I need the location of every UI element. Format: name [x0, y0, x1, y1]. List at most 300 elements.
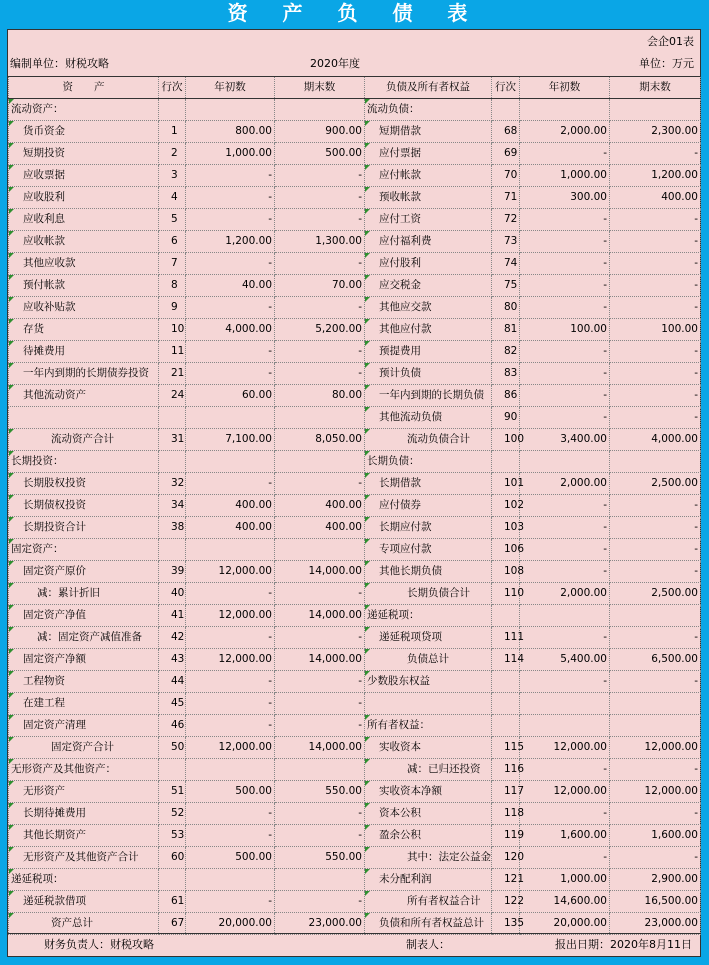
- asset-end: -: [275, 341, 365, 363]
- asset-line-no: 67: [159, 913, 186, 935]
- liability-end: -: [610, 671, 701, 693]
- liability-begin: 100.00: [520, 319, 610, 341]
- asset-begin: 40.00: [186, 275, 275, 297]
- asset-name: 固定资产净额: [9, 649, 159, 671]
- liability-line-no: 116: [492, 759, 520, 781]
- asset-name: 固定资产原价: [9, 561, 159, 583]
- liability-name: 长期负债合计: [365, 583, 492, 605]
- liability-begin: -: [520, 341, 610, 363]
- asset-line-no: 7: [159, 253, 186, 275]
- liability-end: 1,200.00: [610, 165, 701, 187]
- asset-begin: 500.00: [186, 847, 275, 869]
- liability-line-no: [492, 605, 520, 627]
- asset-line-no: 24: [159, 385, 186, 407]
- liability-name: 预提费用: [365, 341, 492, 363]
- liability-begin: [520, 451, 610, 473]
- asset-name: 长期待摊费用: [9, 803, 159, 825]
- liability-line-no: 81: [492, 319, 520, 341]
- liability-end: -: [610, 341, 701, 363]
- liability-begin: -: [520, 803, 610, 825]
- table-row: [9, 231, 701, 253]
- liability-line-no: 83: [492, 363, 520, 385]
- asset-end: -: [275, 671, 365, 693]
- asset-line-no: 52: [159, 803, 186, 825]
- header-begin-2: 年初数: [520, 77, 610, 99]
- asset-begin: -: [186, 671, 275, 693]
- liability-begin: [520, 693, 610, 715]
- liability-end: -: [610, 363, 701, 385]
- liability-end: -: [610, 407, 701, 429]
- asset-begin: -: [186, 627, 275, 649]
- table-row: [9, 847, 701, 869]
- asset-begin: 500.00: [186, 781, 275, 803]
- asset-line-no: [159, 869, 186, 891]
- asset-begin: -: [186, 363, 275, 385]
- asset-name: 递延税项：: [9, 869, 159, 891]
- asset-begin: 12,000.00: [186, 649, 275, 671]
- liability-name: 负债总计: [365, 649, 492, 671]
- table-row: [9, 253, 701, 275]
- liability-name: 应付股利: [365, 253, 492, 275]
- liability-begin: -: [520, 495, 610, 517]
- asset-line-no: 11: [159, 341, 186, 363]
- header-end-2: 期末数: [610, 77, 701, 99]
- asset-name: 应收股利: [9, 187, 159, 209]
- asset-begin: 12,000.00: [186, 561, 275, 583]
- liability-end: 12,000.00: [610, 781, 701, 803]
- asset-begin: 60.00: [186, 385, 275, 407]
- asset-begin: 4,000.00: [186, 319, 275, 341]
- asset-end: 8,050.00: [275, 429, 365, 451]
- asset-end: 550.00: [275, 781, 365, 803]
- asset-begin: 1,200.00: [186, 231, 275, 253]
- table-row: [9, 539, 701, 561]
- asset-begin: -: [186, 715, 275, 737]
- liability-line-no: 75: [492, 275, 520, 297]
- asset-line-no: 53: [159, 825, 186, 847]
- table-row: [9, 187, 701, 209]
- asset-line-no: 44: [159, 671, 186, 693]
- liability-begin: -: [520, 385, 610, 407]
- liability-line-no: 71: [492, 187, 520, 209]
- asset-name: 其他流动资产: [9, 385, 159, 407]
- table-row: [9, 759, 701, 781]
- asset-name: 待摊费用: [9, 341, 159, 363]
- liability-begin: -: [520, 275, 610, 297]
- liability-end: -: [610, 209, 701, 231]
- liability-end: 12,000.00: [610, 737, 701, 759]
- liability-end: 2,500.00: [610, 473, 701, 495]
- asset-name: 工程物资: [9, 671, 159, 693]
- liability-begin: 2,000.00: [520, 583, 610, 605]
- table-row: [9, 825, 701, 847]
- asset-name: 其他长期资产: [9, 825, 159, 847]
- liability-end: 16,500.00: [610, 891, 701, 913]
- asset-name: 无形资产: [9, 781, 159, 803]
- table-row: [9, 891, 701, 913]
- liability-line-no: 70: [492, 165, 520, 187]
- table-row: [9, 495, 701, 517]
- liability-begin: 14,600.00: [520, 891, 610, 913]
- liability-end: [610, 693, 701, 715]
- asset-end: -: [275, 187, 365, 209]
- header-begin: 年初数: [186, 77, 275, 99]
- asset-end: -: [275, 803, 365, 825]
- asset-end: 1,300.00: [275, 231, 365, 253]
- asset-end: [275, 869, 365, 891]
- liability-line-no: 111: [492, 627, 520, 649]
- liability-begin: 2,000.00: [520, 473, 610, 495]
- header-assets: 资 产: [9, 77, 159, 99]
- asset-line-no: [159, 407, 186, 429]
- balance-sheet: [7, 29, 701, 957]
- liability-name: 一年内到期的长期负债: [365, 385, 492, 407]
- liability-end: -: [610, 231, 701, 253]
- asset-end: -: [275, 825, 365, 847]
- preparer: 制表人：: [406, 938, 450, 951]
- asset-name: 减：累计折旧: [9, 583, 159, 605]
- asset-begin: [186, 869, 275, 891]
- liability-end: [610, 451, 701, 473]
- liability-name: 递延税项贷项: [365, 627, 492, 649]
- header-end: 期末数: [275, 77, 365, 99]
- org-label: 编制单位：财税攻略: [10, 57, 109, 70]
- liability-line-no: 68: [492, 121, 520, 143]
- liability-name: 盈余公积: [365, 825, 492, 847]
- liability-line-no: 82: [492, 341, 520, 363]
- asset-end: 14,000.00: [275, 737, 365, 759]
- liability-line-no: [492, 693, 520, 715]
- liability-name: 负债和所有者权益总计: [365, 913, 492, 935]
- asset-name: 固定资产：: [9, 539, 159, 561]
- table-row: [9, 473, 701, 495]
- liability-line-no: 72: [492, 209, 520, 231]
- asset-begin: 400.00: [186, 517, 275, 539]
- liability-name: 资本公积: [365, 803, 492, 825]
- asset-begin: -: [186, 891, 275, 913]
- form-number: 会企01表: [647, 35, 694, 48]
- liability-line-no: 135: [492, 913, 520, 935]
- liability-line-no: 115: [492, 737, 520, 759]
- liability-line-no: 110: [492, 583, 520, 605]
- table-row: [9, 781, 701, 803]
- asset-name: 应收利息: [9, 209, 159, 231]
- asset-begin: -: [186, 803, 275, 825]
- asset-line-no: [159, 99, 186, 121]
- liability-line-no: 86: [492, 385, 520, 407]
- asset-end: -: [275, 165, 365, 187]
- table-row: [9, 319, 701, 341]
- liability-name: 预计负债: [365, 363, 492, 385]
- asset-line-no: 46: [159, 715, 186, 737]
- asset-name: 一年内到期的长期债券投资: [9, 363, 159, 385]
- liability-begin: -: [520, 561, 610, 583]
- asset-line-no: 38: [159, 517, 186, 539]
- asset-end: 900.00: [275, 121, 365, 143]
- liability-line-no: [492, 99, 520, 121]
- liability-end: -: [610, 539, 701, 561]
- asset-line-no: 6: [159, 231, 186, 253]
- asset-end: 14,000.00: [275, 649, 365, 671]
- asset-line-no: 51: [159, 781, 186, 803]
- liability-name: 应付工资: [365, 209, 492, 231]
- asset-end: -: [275, 627, 365, 649]
- asset-begin: -: [186, 693, 275, 715]
- liability-end: 1,600.00: [610, 825, 701, 847]
- liability-end: -: [610, 253, 701, 275]
- asset-line-no: 41: [159, 605, 186, 627]
- asset-end: 400.00: [275, 517, 365, 539]
- asset-begin: 20,000.00: [186, 913, 275, 935]
- asset-line-no: 1: [159, 121, 186, 143]
- asset-begin: 7,100.00: [186, 429, 275, 451]
- balance-table: [8, 76, 701, 935]
- liability-name: 实收资本净额: [365, 781, 492, 803]
- asset-name: 流动资产合计: [9, 429, 159, 451]
- liability-line-no: 120: [492, 847, 520, 869]
- liability-end: -: [610, 561, 701, 583]
- asset-line-no: 8: [159, 275, 186, 297]
- table-row: [9, 517, 701, 539]
- liability-end: -: [610, 385, 701, 407]
- liability-end: -: [610, 297, 701, 319]
- liability-name: 其中：法定公益金: [365, 847, 492, 869]
- asset-name: 长期投资：: [9, 451, 159, 473]
- liability-line-no: 69: [492, 143, 520, 165]
- table-row: [9, 429, 701, 451]
- form-number-row: [8, 32, 700, 52]
- asset-begin: -: [186, 209, 275, 231]
- asset-line-no: 39: [159, 561, 186, 583]
- asset-begin: [186, 539, 275, 561]
- liability-end: 2,300.00: [610, 121, 701, 143]
- asset-end: [275, 451, 365, 473]
- liability-begin: -: [520, 253, 610, 275]
- asset-end: -: [275, 891, 365, 913]
- liability-begin: -: [520, 231, 610, 253]
- table-row: [9, 385, 701, 407]
- liability-name: 应付帐款: [365, 165, 492, 187]
- liability-end: -: [610, 275, 701, 297]
- liability-end: -: [610, 517, 701, 539]
- asset-end: [275, 759, 365, 781]
- liability-line-no: 106: [492, 539, 520, 561]
- liability-begin: 1,000.00: [520, 165, 610, 187]
- liability-begin: -: [520, 539, 610, 561]
- asset-line-no: 5: [159, 209, 186, 231]
- asset-name: 无形资产及其他资产：: [9, 759, 159, 781]
- liability-end: [610, 715, 701, 737]
- liability-end: -: [610, 143, 701, 165]
- asset-end: 400.00: [275, 495, 365, 517]
- liability-end: 2,500.00: [610, 583, 701, 605]
- liability-name: 所有者权益合计: [365, 891, 492, 913]
- liability-begin: -: [520, 517, 610, 539]
- liability-end: 100.00: [610, 319, 701, 341]
- liability-end: 6,500.00: [610, 649, 701, 671]
- signature-footer: [8, 933, 700, 956]
- asset-line-no: 4: [159, 187, 186, 209]
- page-title: 资 产 负 债 表: [227, 1, 482, 25]
- liability-name: 应付福利费: [365, 231, 492, 253]
- table-row: [9, 693, 701, 715]
- table-row: [9, 165, 701, 187]
- asset-begin: [186, 451, 275, 473]
- asset-name: 固定资产清理: [9, 715, 159, 737]
- asset-end: 80.00: [275, 385, 365, 407]
- asset-line-no: 50: [159, 737, 186, 759]
- liability-name: 其他应交款: [365, 297, 492, 319]
- table-row: [9, 671, 701, 693]
- liability-name: 应付票据: [365, 143, 492, 165]
- liability-name: 递延税项：: [365, 605, 492, 627]
- liability-begin: 12,000.00: [520, 737, 610, 759]
- asset-name: 在建工程: [9, 693, 159, 715]
- asset-line-no: 60: [159, 847, 186, 869]
- liability-end: [610, 99, 701, 121]
- liability-name: 专项应付款: [365, 539, 492, 561]
- table-row: [9, 341, 701, 363]
- liability-line-no: [492, 715, 520, 737]
- liability-line-no: 103: [492, 517, 520, 539]
- asset-line-no: [159, 451, 186, 473]
- liability-line-no: 100: [492, 429, 520, 451]
- liability-end: [610, 605, 701, 627]
- asset-end: [275, 99, 365, 121]
- asset-line-no: 9: [159, 297, 186, 319]
- table-row: [9, 561, 701, 583]
- asset-line-no: 2: [159, 143, 186, 165]
- table-row: [9, 275, 701, 297]
- liability-name: 所有者权益：: [365, 715, 492, 737]
- liability-begin: 1,000.00: [520, 869, 610, 891]
- liability-begin: -: [520, 297, 610, 319]
- asset-end: 70.00: [275, 275, 365, 297]
- asset-end: 500.00: [275, 143, 365, 165]
- liability-line-no: 114: [492, 649, 520, 671]
- table-row: [9, 869, 701, 891]
- liability-name: 流动负债：: [365, 99, 492, 121]
- report-date: 报出日期：2020年8月11日: [555, 938, 692, 951]
- table-row: [9, 715, 701, 737]
- liability-line-no: 118: [492, 803, 520, 825]
- asset-begin: -: [186, 583, 275, 605]
- liability-line-no: 119: [492, 825, 520, 847]
- asset-name: 预付帐款: [9, 275, 159, 297]
- table-row: [9, 363, 701, 385]
- liability-begin: -: [520, 143, 610, 165]
- asset-end: 550.00: [275, 847, 365, 869]
- table-row: [9, 209, 701, 231]
- asset-name: 长期债权投资: [9, 495, 159, 517]
- asset-name: 固定资产合计: [9, 737, 159, 759]
- liability-begin: -: [520, 759, 610, 781]
- liability-end: -: [610, 495, 701, 517]
- liability-end: 2,900.00: [610, 869, 701, 891]
- asset-end: 5,200.00: [275, 319, 365, 341]
- liability-end: 23,000.00: [610, 913, 701, 935]
- liability-name: 其他流动负债: [365, 407, 492, 429]
- period-label: 2020年度: [310, 57, 360, 70]
- liability-name: 实收资本: [365, 737, 492, 759]
- asset-name: 货币资金: [9, 121, 159, 143]
- asset-end: -: [275, 363, 365, 385]
- asset-line-no: 31: [159, 429, 186, 451]
- liability-line-no: 80: [492, 297, 520, 319]
- liability-name: 减：已归还投资: [365, 759, 492, 781]
- asset-end: -: [275, 715, 365, 737]
- table-row: [9, 913, 701, 935]
- asset-name: 应收补贴款: [9, 297, 159, 319]
- liability-begin: -: [520, 209, 610, 231]
- liability-begin: 1,600.00: [520, 825, 610, 847]
- asset-begin: -: [186, 341, 275, 363]
- liability-end: -: [610, 627, 701, 649]
- liability-begin: 3,400.00: [520, 429, 610, 451]
- asset-line-no: 43: [159, 649, 186, 671]
- liability-name: 其他应付款: [365, 319, 492, 341]
- liability-line-no: 121: [492, 869, 520, 891]
- liability-begin: 300.00: [520, 187, 610, 209]
- asset-begin: [186, 759, 275, 781]
- asset-name: 短期投资: [9, 143, 159, 165]
- liability-line-no: [492, 451, 520, 473]
- asset-end: -: [275, 209, 365, 231]
- liability-begin: -: [520, 671, 610, 693]
- asset-line-no: 40: [159, 583, 186, 605]
- asset-line-no: [159, 759, 186, 781]
- table-row: [9, 583, 701, 605]
- liability-name: 长期应付款: [365, 517, 492, 539]
- liability-begin: 12,000.00: [520, 781, 610, 803]
- liability-end: -: [610, 847, 701, 869]
- asset-name: 固定资产净值: [9, 605, 159, 627]
- header-line-no: 行次: [159, 77, 186, 99]
- liability-name: 预收帐款: [365, 187, 492, 209]
- asset-begin: 12,000.00: [186, 737, 275, 759]
- liability-begin: [520, 605, 610, 627]
- table-row: [9, 451, 701, 473]
- unit-label: 单位：万元: [639, 57, 694, 70]
- asset-begin: 800.00: [186, 121, 275, 143]
- liability-line-no: 102: [492, 495, 520, 517]
- table-header-row: [9, 77, 701, 99]
- liability-name: 长期负债：: [365, 451, 492, 473]
- liability-name: 短期借款: [365, 121, 492, 143]
- header-line-no-2: 行次: [492, 77, 520, 99]
- asset-end: 23,000.00: [275, 913, 365, 935]
- table-row: [9, 737, 701, 759]
- asset-end: [275, 407, 365, 429]
- asset-line-no: 3: [159, 165, 186, 187]
- asset-begin: -: [186, 473, 275, 495]
- report-meta-row: [8, 54, 700, 74]
- liability-end: 4,000.00: [610, 429, 701, 451]
- asset-begin: -: [186, 297, 275, 319]
- liability-name: 流动负债合计: [365, 429, 492, 451]
- asset-end: -: [275, 583, 365, 605]
- liability-name: 长期借款: [365, 473, 492, 495]
- table-row: [9, 297, 701, 319]
- asset-begin: -: [186, 825, 275, 847]
- table-row: [9, 143, 701, 165]
- asset-end: -: [275, 253, 365, 275]
- liability-name: 应交税金: [365, 275, 492, 297]
- liability-line-no: 73: [492, 231, 520, 253]
- table-row: [9, 121, 701, 143]
- asset-line-no: 34: [159, 495, 186, 517]
- asset-end: 14,000.00: [275, 561, 365, 583]
